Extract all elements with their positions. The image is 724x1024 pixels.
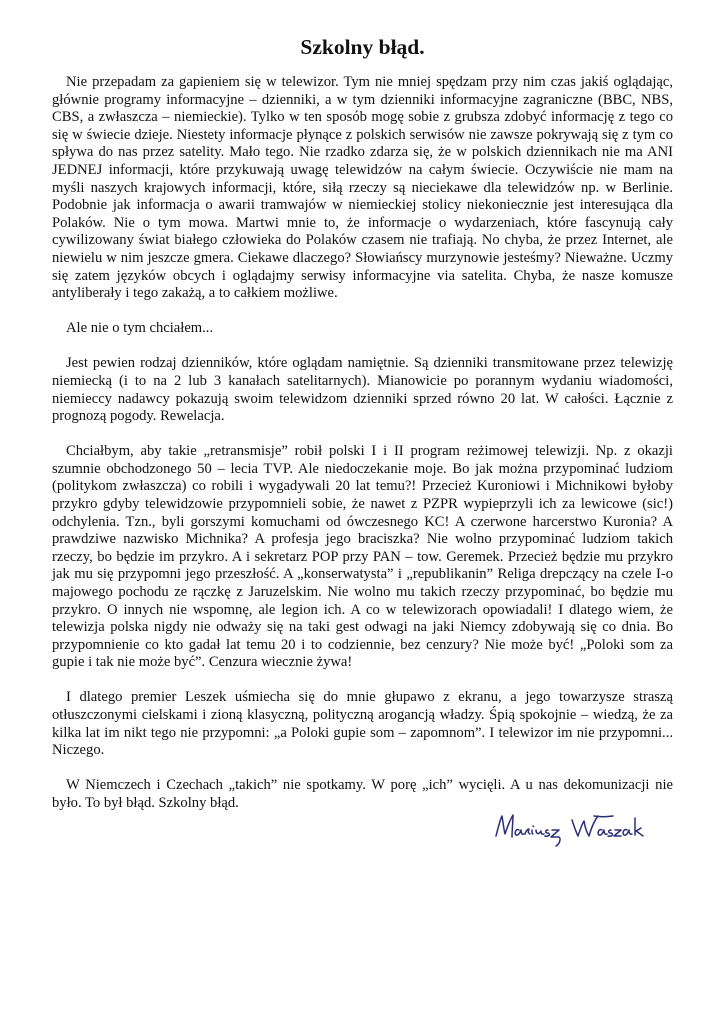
paragraph-4: Chciałbym, aby takie „retransmisje” robił polski I i II program reżimowej telewizji. Np. z okazji szumnie obchodzonego 50 – lecia TVP. Ale niedoczekanie moje. Bo jak można przypominać ludziom (politykom zwłaszcza) co robili i wygadywali 20 lat temu?! Przecież Kuroniowi i Michnikowi byłoby przykro gdyby telewidzowie przypomnieli sobie, że nawet z PZPR wypieprzyli ich za lewicowe (sic!) odchylenia. Tzn., byli gorszymi komuchami od ówczesnego KC! A czerwone harcerstwo Kuronia? A prawdziwe nazwisko Michnika? A profesja jego braciszka? Nie wolno przypominać ludziom takich rzeczy, bo będzie im przykro. A i sekretarz POP przy PAN – tow. Geremek. Przecież będzie mu przykro jak mu się przypomni jego przeszłość. A „konserwatysta” i „republikanin” Religa drepczący na czele I-o majowego pochodu ze rączkę z Jaruzelskim. Nie wolno mu takich rzeczy przypominać, bo będzie mu przykro. O innych nie wspomnę, ale legion ich. A co w telewizorach opowiadali! I dlatego wiem, że telewizja polska nigdy nie odważy się na taki gest odwagi na jaki Niemcy zdobywają się co dnia. Bo przypomnienie co kto gadał lat temu 20 i to codziennie, bez cenzury? Nie może być! „Poloki som za gupie i tak nie może być”. Cenzura wiecznie żywa! [52,443,673,671]
document-page [52,34,673,830]
handwritten-signature [490,806,655,854]
paragraph-6: W Niemczech i Czechach „takich” nie spotkamy. W porę „ich” wycięli. A u nas dekomunizacji nie było. To był błąd. Szkolny błąd. [52,777,673,811]
paragraph-1: Nie przepadam za gapieniem się w telewizor. Tym nie mniej spędzam przy nim czas jakiś oglądając, głównie programy informacyjne – dzienniki, a w tym dzienniki informacyjne zagraniczne (BBC, NBS, CBS, a zwłaszcza – niemieckie). Tylko w ten sposób mogę sobie z grubsza zdobyć informację z tego co się w świecie dzieje. Niestety informacje płynące z polskich serwisów nie zawsze pokrywają się z tym co spływa do nas przez satelity. Mało tego. Nie rzadko zdarza się, że w polskich dziennikach nie ma ANI JEDNEJ informacji, które przykuwają uwagę telewidzów na całym świecie. Oczywiście nie mam na myśli naszych krajowych informacji, które, siłą rzeczy są nieciekawe dla telewidzów np. w Berlinie. Podobnie jak informacja o awarii tramwajów w niemieckiej stolicy niekoniecznie jest interesująca dla Polaków. Nie o tym mowa. Martwi mnie to, że informacje o wydarzeniach, które fascynują cały cywilizowany świat białego człowieka do Polaków czasem nie trafiają. No chyba, że przez Internet, ale niewielu w nim jeszcze gmera. Ciekawe dlaczego? Słowiańscy murzynowie jesteśmy? Nieważne. Uczmy się zatem języków obcych i oglądajmy serwisy informacyjne via satelita. Chyba, że nasze komusze antyliberały i tego zakażą, a to całkiem możliwe. [52,74,673,302]
paragraph-5: I dlatego premier Leszek uśmiecha się do mnie głupawo z ekranu, a jego towarzysze straszą otłuszczonymi cielskami i zioną klasyczną, polityczną arogancją władzy. Śpią spokojnie – wiedzą, że za kilka lat im nikt tego nie przypomni: „a Poloki gupie som – zapomnom”. I telewizor im nie przypomni... Niczego. [52,689,673,759]
paragraph-2: Ale nie o tym chciałem... [66,320,214,337]
paragraph-3: Jest pewien rodzaj dzienników, które oglądam namiętnie. Są dzienniki transmitowane przez telewizję niemiecką (i to na 2 lub 3 kanałach satelitarnych). Mianowicie po porannym wydaniu wiadomości, niemieccy nadawcy pokazują swoim telewidzom dzienniki sprzed równo 20 lat. W całości. Łącznie z prognozą pogody. Rewelacja. [52,355,673,425]
document-title: Szkolny błąd. [300,35,425,59]
